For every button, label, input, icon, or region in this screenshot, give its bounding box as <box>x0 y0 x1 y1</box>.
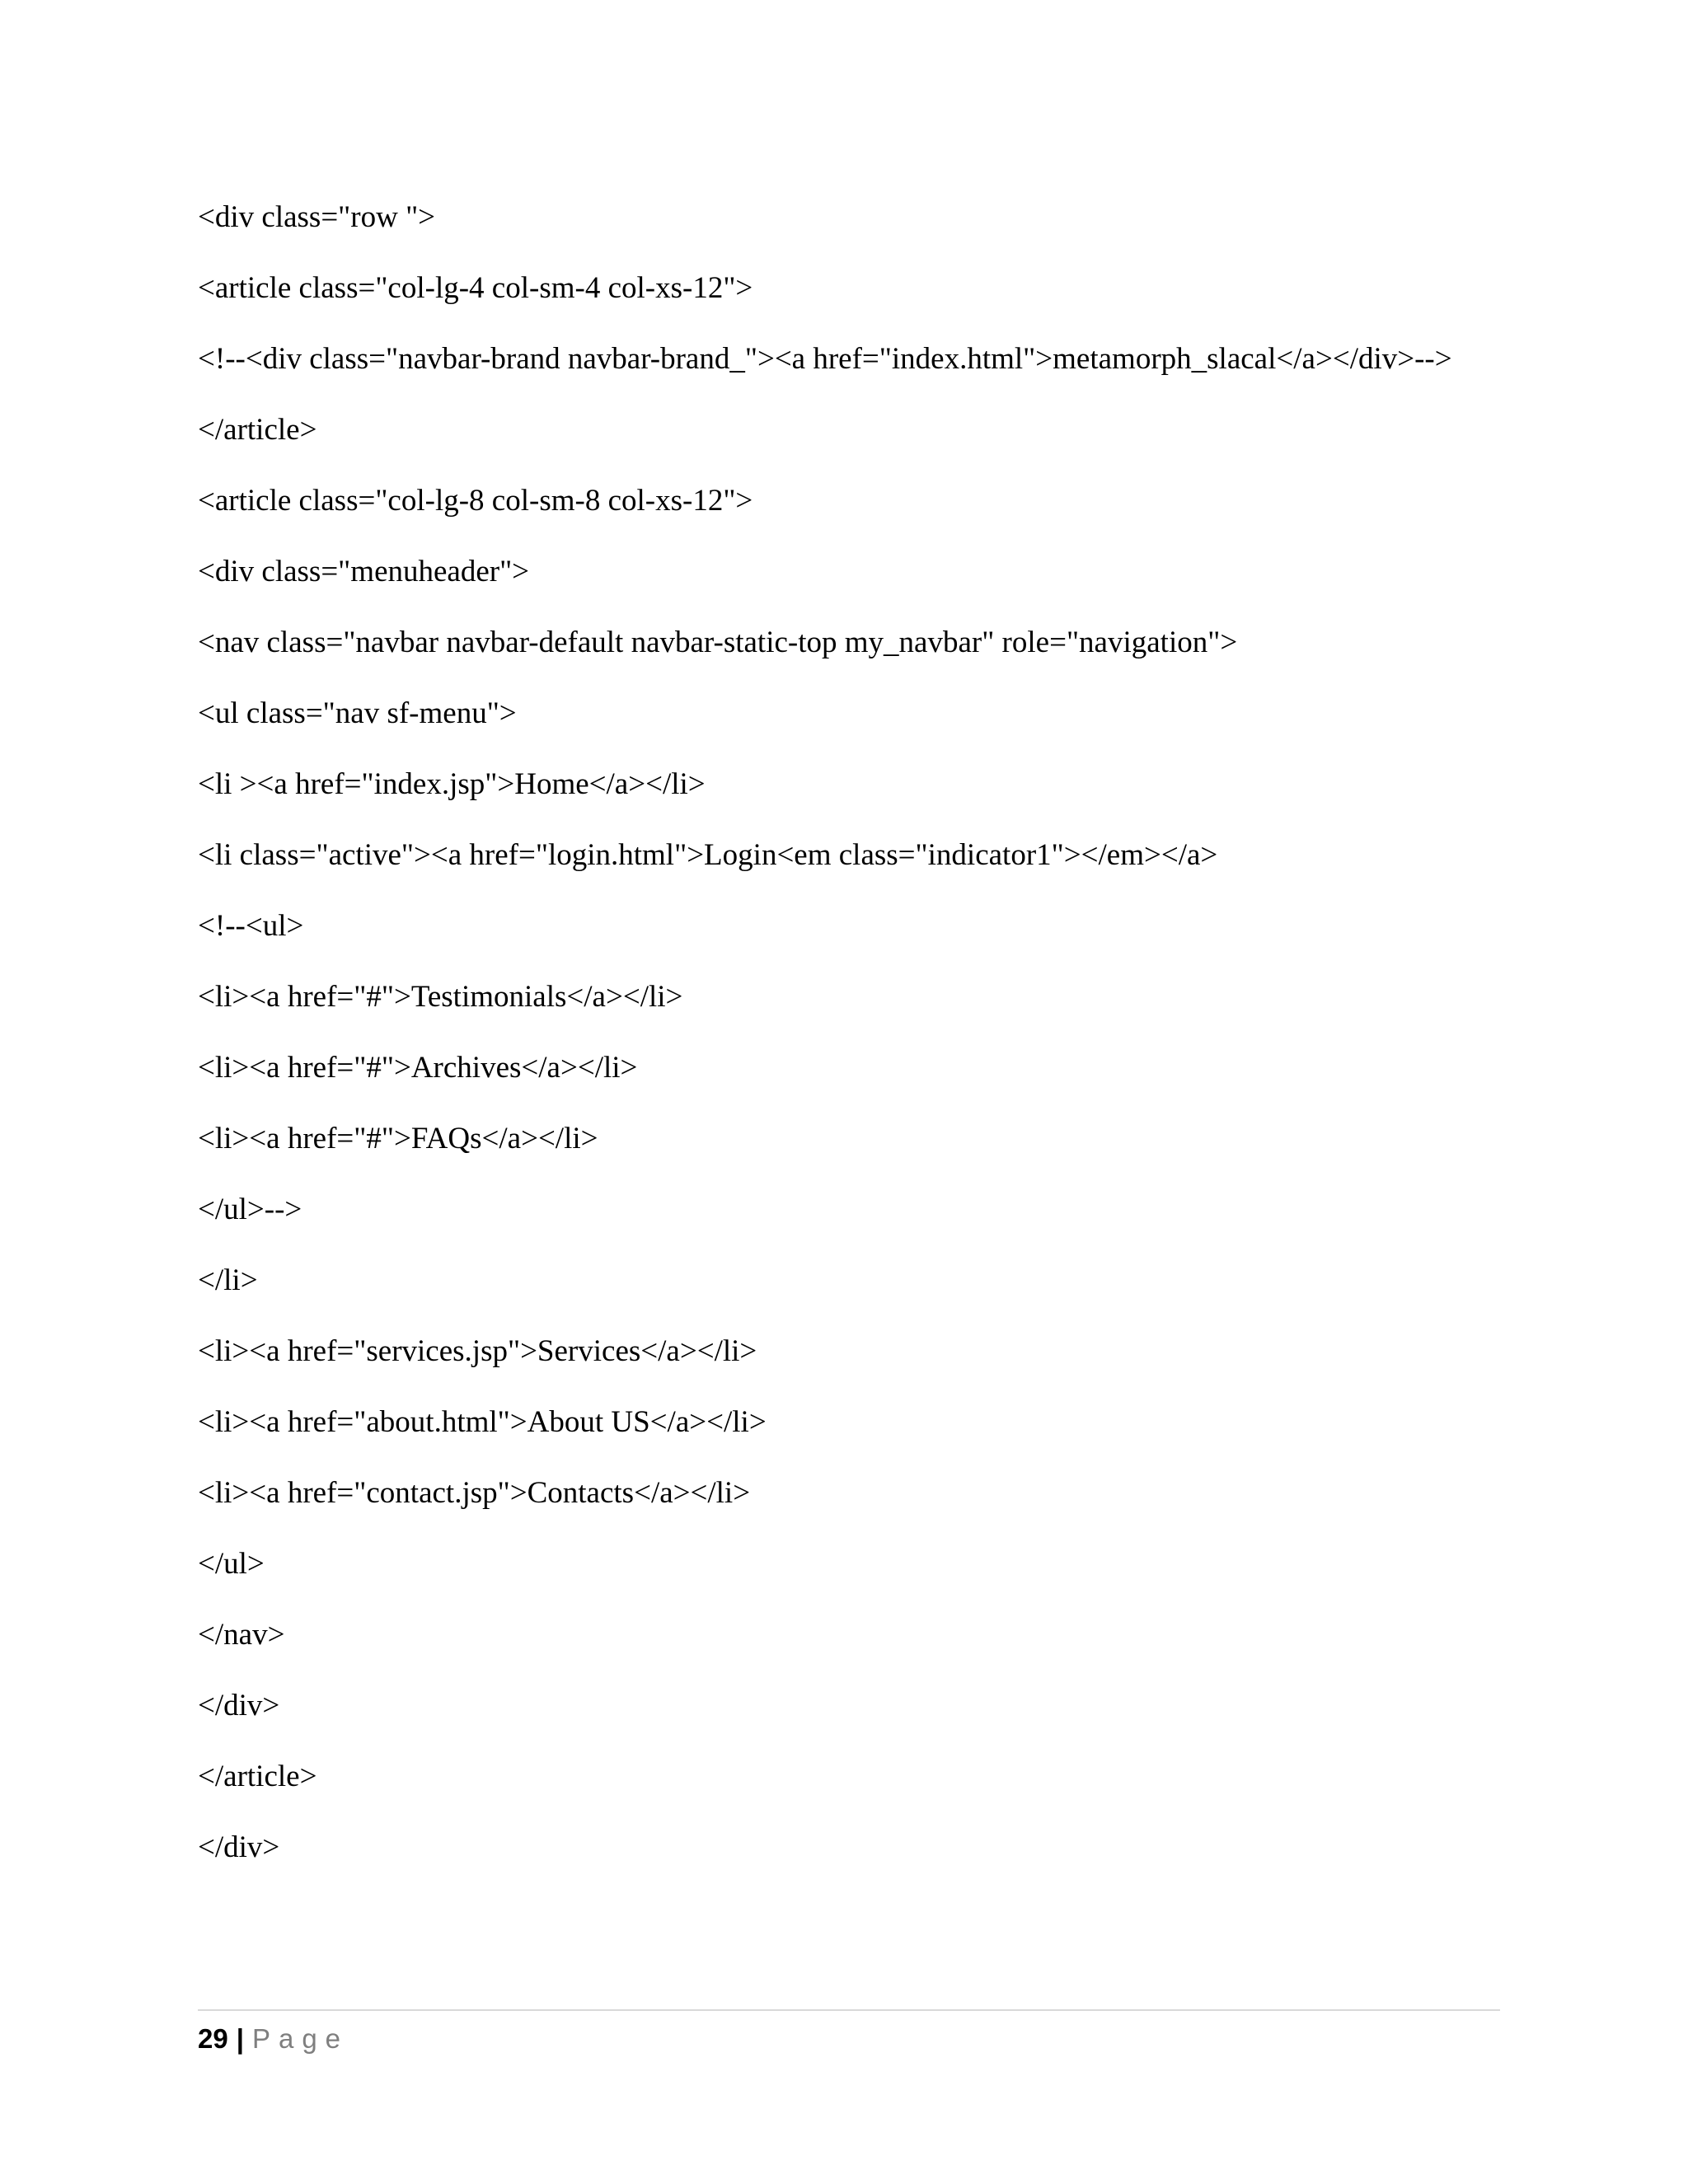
code-line: <nav class="navbar navbar-default navbar-static-top my_navbar" role="navigation"> <box>198 626 1238 659</box>
code-line: <ul class="nav sf-menu"> <box>198 696 517 730</box>
code-line: <li><a href="#">Archives</a></li> <box>198 1051 638 1085</box>
code-line: <!--<ul> <box>198 909 304 943</box>
page-separator: | <box>236 2023 244 2054</box>
code-line: <li><a href="about.html">About US</a></li> <box>198 1405 767 1439</box>
code-line: </ul> <box>198 1547 265 1581</box>
page-footer <box>198 2009 1500 2057</box>
footer-divider <box>198 2009 1500 2011</box>
page-number: 29 <box>198 2023 228 2054</box>
code-line: <!--<div class="navbar-brand navbar-brand_"><a href="index.html">metamorph_slacal</a></div>--> <box>198 342 1452 376</box>
code-line: <div class="row "> <box>198 200 436 234</box>
code-line: </li> <box>198 1263 258 1297</box>
code-line: </article> <box>198 1760 317 1793</box>
code-line: <li><a href="services.jsp">Services</a></li> <box>198 1334 757 1368</box>
code-line: </nav> <box>198 1618 285 1652</box>
code-line: </ul>--> <box>198 1193 302 1226</box>
code-line: <li><a href="#">Testimonials</a></li> <box>198 980 683 1014</box>
code-line: <li ><a href="index.jsp">Home</a></li> <box>198 767 706 801</box>
code-line: <article class="col-lg-8 col-sm-8 col-xs-12"> <box>198 484 753 518</box>
code-line: </div> <box>198 1689 280 1722</box>
page-number-line <box>198 2021 1500 2057</box>
code-line: <li class="active"><a href="login.html">Login<em class="indicator1"></em></a> <box>198 838 1218 872</box>
code-line: <div class="menuheader"> <box>198 555 530 588</box>
code-line: <li><a href="contact.jsp">Contacts</a></li> <box>198 1476 751 1510</box>
code-line: </article> <box>198 413 317 447</box>
code-listing <box>198 196 1500 1869</box>
code-line: <article class="col-lg-4 col-sm-4 col-xs-12"> <box>198 271 753 305</box>
code-line: </div> <box>198 1830 280 1864</box>
code-line: <li><a href="#">FAQs</a></li> <box>198 1122 598 1155</box>
page-label: Page <box>251 2023 349 2054</box>
